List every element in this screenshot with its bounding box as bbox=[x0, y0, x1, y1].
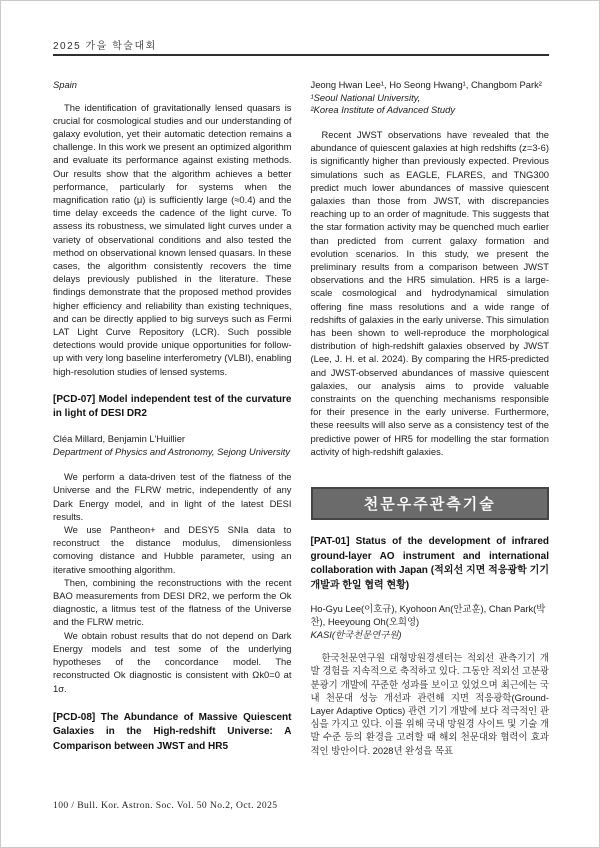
affiliation-pat01: KASI(한국천문연구원) bbox=[310, 628, 402, 640]
abstract-paragraph: We use Pantheon+ and DESY5 SNIa data to reconstruct the distance modulus, dimensionless comoving distance and Hubble parameter, using an iterative smoothing algorithm. bbox=[53, 524, 292, 575]
section-banner: 천문우주관측기술 bbox=[311, 487, 550, 520]
abstract-paragraph: We obtain robust results that do not depend on Dark Energy models and test some of the underlying hypotheses of the concordance model. The reconstructed Ok diagnostic is consistent with Ωk0=0 at 1σ. bbox=[53, 629, 292, 694]
affiliation-pcd07: Department of Physics and Astronomy, Sejong University bbox=[53, 445, 291, 457]
authors-pcd07: Cléa Millard, Benjamin L'Huillier bbox=[53, 432, 186, 444]
abstract-title-pcd07: [PCD-07] Model independent test of the curvature in light of DESI DR2 bbox=[53, 393, 292, 420]
affiliation-pcd08-2: ²Korea Institute of Advanced Study bbox=[310, 104, 456, 116]
header-divider bbox=[53, 54, 549, 56]
abstract-paragraph: Then, combining the reconstructions with the recent BAO measurements from DESI DR2, we perform the Ok diagnostic, a litmus test of the flatness of the Universe and the FLRW metric. bbox=[53, 576, 292, 628]
abstract-pcd06-body: The identification of gravitationally lensed quasars is crucial for cosmological studies and our understanding of galaxy evolution, yet their automatic detection remains a challenge. In this work we present an optimized algorithm and evaluate its performance against existing methods. Our results show that the algorithm achieves a better performance, particularly for systems when the magnification ratio (μ) is sufficiently large (≈0.4) and the time delay exceeds the cadence of the light curve. To assess its robustness, we simulated light curves under a variety of observational conditions and also tested the method on observational known lensed quasars. In these cases, the algorithm consistently recovers the time delays previously published in the literature. These findings demonstrate that the proposed method provides higher efficiency and reliability than existing techniques, and can be directly applied to big surveys such as Fermi LAT Light Curve Repository (LCR). Such possible detections would provide unique opportunities for follow-up with very long baseline interferometry (VLBI), enabling high-resolution studies of lensed systems. bbox=[53, 101, 292, 377]
abstract-paragraph: We perform a data-driven test of the flatness of the Universe and the FLRW metric, independently of any Dark Energy model, and in light of the latest DESI results. bbox=[53, 471, 292, 522]
abstract-title-pat01: [PAT-01] Status of the development of infrared ground-layer AO instrument and international collaboration with Japan (적외선 지면 적응광학 기기개발과 한일 협력 현황) bbox=[310, 536, 549, 591]
abstract-pcd08-body: Recent JWST observations have revealed that the abundance of quiescent galaxies at high redshifts (z=3-6) is significantly higher than previously expected. Previous simulations such as EAGLE, FLARES, and TNG300 predict much lower abundances of massive quiescent galaxies than those from JWST, with discrepancies reaching up to an order of magnitude. This suggests that the star formation activity may be quenched much earlier than predicted from current galaxy formation and evolution scenarios. In this study, we present the preliminary results from a comparison between JWST observations and the HR5 simulation. HR5 is a large-scale cosmological and hydrodynamical simulation offering fine mass resolutions and a wide range of redshifts of galaxies in the early universe. This simulation has been shown to well-reproduce the morphological distribution of high-redshift galaxies observed by JWST (Lee, J. H. et al. 2024). By comparing the HR5-predicted and JWST-observed abundances of massive quiescent galaxies, our analysis aims to provide valuable constraints on the quenching mechanisms responsible for their presence in the early universe. Furthermore, these reesults will also serve as a consistency test of the predictive power of HR5 for modelling the star formation activity of high-redshift galaxies. bbox=[310, 128, 549, 457]
authors-pat01: Ho-Gyu Lee(이호규), Kyohoon An(안교훈), Chan Park(박찬), Heeyoung Oh(오희영) bbox=[310, 603, 546, 627]
left-column bbox=[53, 79, 292, 757]
authors-pcd08: Jeong Hwan Lee¹, Ho Seong Hwang¹, Changbom Park² bbox=[310, 79, 542, 90]
right-column bbox=[311, 79, 550, 757]
abstract-title-pcd08: [PCD-08] The Abundance of Massive Quiescent Galaxies in the High-redshift Universe: A Comparison between JWST and HR5 bbox=[53, 711, 292, 752]
abstract-pcd07-body bbox=[53, 470, 292, 694]
affiliation-carryover: Spain bbox=[53, 79, 77, 90]
abstract-pat01-body: 한국천문연구원 대형망원경센터는 적외선 관측기기 개발 경험을 지속적으로 축적하고 있다. 그동안 적외선 고분광분광기 개발에 꾸준한 성과를 보이고 있었으며 최근에는 국내 천문대 성능 개선과 관련해 지면 적응광학(Ground-Layer Adaptive Optics) 관련 기기 개발에 보다 적극적인 관심을 가지고 있다. 이를 위해 국내 망원경 사이트 및 기술 개발 수준 등의 환경을 고려할 때 해외 천문대와 협력이 효과적인 방안이다. 2028년 완성을 목표 bbox=[310, 652, 549, 756]
page-header-title: 2025 가을 학술대회 bbox=[53, 41, 157, 52]
two-column-body bbox=[53, 79, 549, 757]
affiliation-pcd08-1: ¹Seoul National University, bbox=[310, 91, 421, 103]
page-footer: 100 / Bull. Kor. Astron. Soc. Vol. 50 No.2, Oct. 2025 bbox=[53, 800, 278, 811]
